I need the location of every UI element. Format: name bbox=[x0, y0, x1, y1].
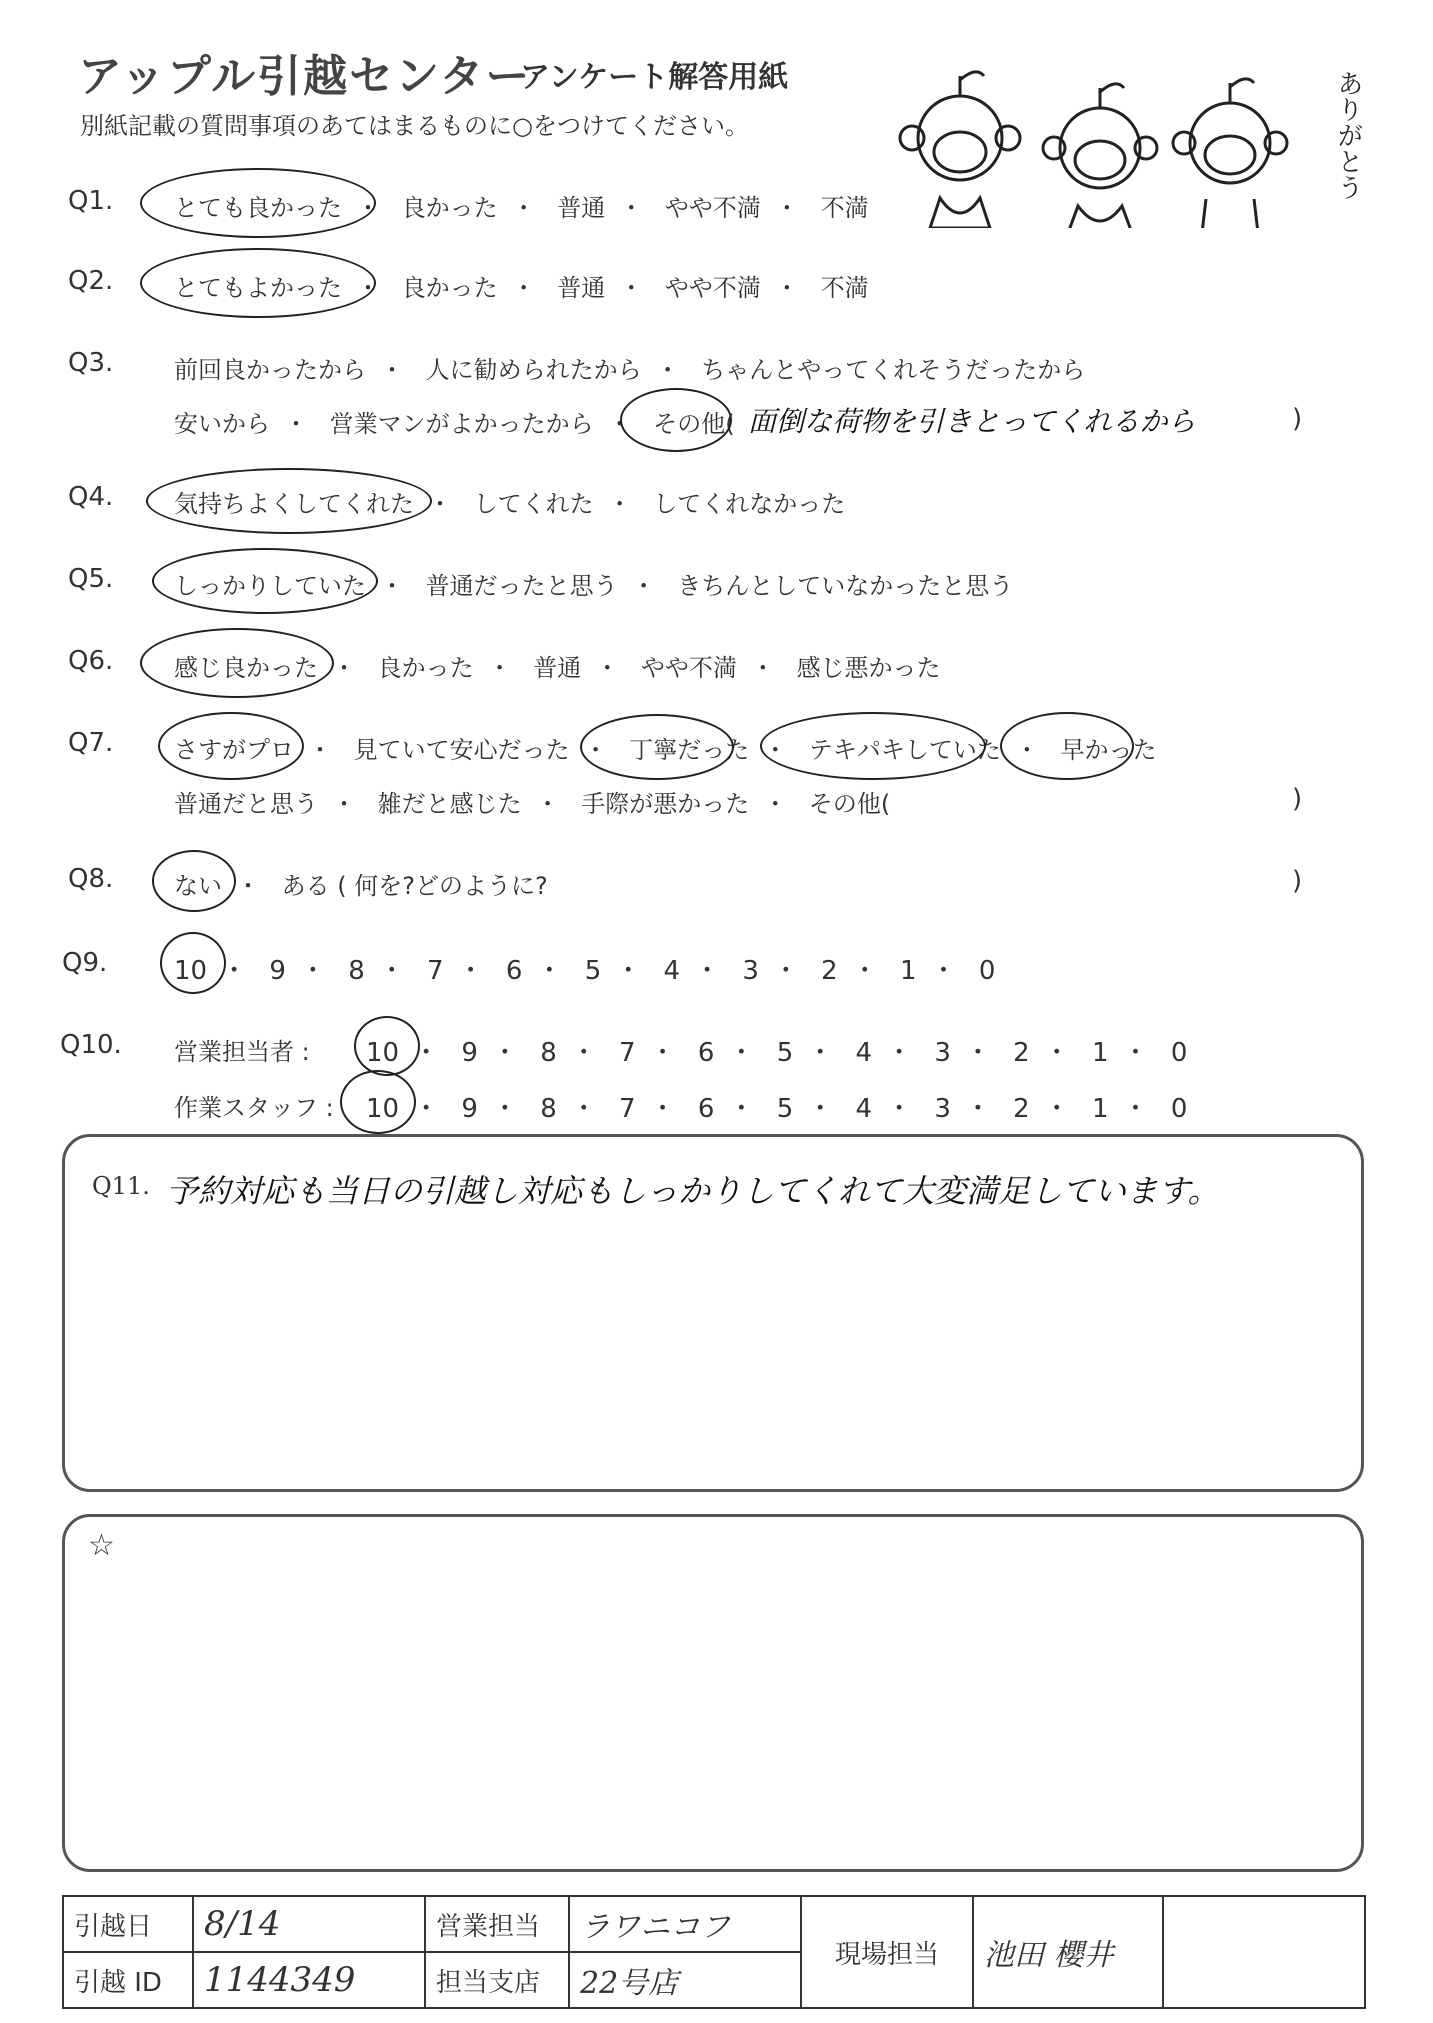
q3-option-4[interactable]: 安いから bbox=[174, 410, 270, 438]
site-extra-cell bbox=[1163, 1896, 1365, 2008]
q11-handwritten-comment: 予約対応も当日の引越し対応もしっかりしてくれて大変満足しています。 bbox=[166, 1172, 1220, 1210]
q9-label: Q9. bbox=[62, 948, 108, 978]
q7-options-line2: 普通だと思う ・ 雑だと感じた ・ 手際が悪かった ・ その他( bbox=[174, 784, 890, 819]
mascot-thanks-text: ありがとう bbox=[1333, 70, 1363, 200]
q9-score-1[interactable]: 1 bbox=[900, 956, 917, 986]
q6-selection-circle bbox=[140, 628, 334, 698]
q3-option-5[interactable]: 営業マンがよかったから bbox=[329, 410, 594, 438]
q6-option-3[interactable]: 普通 bbox=[533, 654, 582, 682]
q9-score-10[interactable]: 10 bbox=[174, 956, 208, 986]
q4-option-2[interactable]: してくれた bbox=[473, 490, 594, 518]
q11-label: Q11. bbox=[92, 1172, 150, 1200]
q7-option-3[interactable]: 丁寧だった bbox=[629, 736, 750, 764]
q9-selection-circle bbox=[160, 932, 226, 994]
q9-scale: 10 ・ 9 ・ 8 ・ 7 ・ 6 ・ 5 ・ 4 ・ 3 ・ 2 ・ 1 ・ 0 bbox=[174, 956, 996, 986]
q7-close-paren: ) bbox=[1292, 784, 1303, 814]
q2-label: Q2. bbox=[68, 266, 114, 296]
q10-sales-scale: 10 ・ 9 ・ 8 ・ 7 ・ 6 ・ 5 ・ 4 ・ 3 ・ 2 ・ 1 ・ 0 bbox=[366, 1038, 1188, 1068]
q1-options: とても良かった ・ 良かった ・ 普通 ・ やや不満 ・ 不満 bbox=[174, 188, 869, 223]
q7-selection-circle-2 bbox=[580, 714, 734, 780]
q7-option-8[interactable]: 手際が悪かった bbox=[581, 790, 750, 818]
q9-score-8[interactable]: 8 bbox=[348, 956, 365, 986]
q10-label: Q10. bbox=[60, 1030, 122, 1060]
q8-close-paren: ) bbox=[1292, 866, 1303, 896]
q4-selection-circle bbox=[146, 468, 432, 534]
q2-option-2[interactable]: 良かった bbox=[401, 274, 498, 302]
q10-sales-score-4[interactable]: 4 bbox=[855, 1038, 873, 1068]
q5-options: しっかりしていた ・ 普通だったと思う ・ きちんとしていなかったと思う bbox=[174, 566, 1013, 601]
q10-sales-score-1[interactable]: 1 bbox=[1092, 1038, 1109, 1068]
q5-option-2[interactable]: 普通だったと思う bbox=[425, 572, 618, 600]
q7-options-line1: さすがプロ ・ 見ていて安心だった ・ 丁寧だった ・ テキパキしていた ・ 早かった bbox=[174, 730, 1157, 765]
q6-option-1[interactable]: 感じ良かった bbox=[174, 654, 318, 682]
q9-score-7[interactable]: 7 bbox=[427, 956, 444, 986]
q6-label: Q6. bbox=[68, 646, 114, 676]
q3-option-1[interactable]: 前回良かったから bbox=[174, 356, 366, 384]
q5-label: Q5. bbox=[68, 564, 114, 594]
q10-staff-label: 作業スタッフ : bbox=[174, 1094, 334, 1122]
q4-label: Q4. bbox=[68, 482, 114, 512]
q9-score-6[interactable]: 6 bbox=[505, 956, 523, 986]
q7-selection-circle-3 bbox=[760, 712, 986, 780]
q4-option-1[interactable]: 気持ちよくしてくれた bbox=[174, 490, 414, 518]
q3-close-paren: ) bbox=[1292, 404, 1303, 434]
q6-option-4[interactable]: やや不満 bbox=[640, 654, 737, 682]
star-comment-box[interactable] bbox=[62, 1514, 1364, 1872]
q2-option-5[interactable]: 不満 bbox=[820, 274, 869, 302]
company-title: アップル引越センター bbox=[78, 51, 532, 102]
q9-score-2[interactable]: 2 bbox=[821, 956, 838, 986]
q10-staff-score-6[interactable]: 6 bbox=[697, 1094, 715, 1124]
q3-option-3[interactable]: ちゃんとやってくれそうだったから bbox=[701, 356, 1086, 384]
q1-option-3[interactable]: 普通 bbox=[557, 194, 606, 222]
q3-option-2[interactable]: 人に勧められたから bbox=[425, 356, 642, 384]
q5-option-1[interactable]: しっかりしていた bbox=[174, 572, 366, 600]
q4-option-3[interactable]: してくれなかった bbox=[653, 490, 846, 518]
q10-sales-score-6[interactable]: 6 bbox=[697, 1038, 715, 1068]
q10-sales-score-9[interactable]: 9 bbox=[461, 1038, 478, 1068]
q8-option-2[interactable]: ある ( 何を?どのように? bbox=[281, 872, 548, 900]
q2-option-4[interactable]: やや不満 bbox=[664, 274, 761, 302]
q3-handwritten-answer: 面倒な荷物を引きとってくれるから bbox=[748, 405, 1196, 438]
q9-score-4[interactable]: 4 bbox=[663, 956, 681, 986]
sales-value: ラワニコフ bbox=[569, 1896, 801, 1952]
q9-score-0[interactable]: 0 bbox=[978, 956, 996, 986]
q7-option-1[interactable]: さすがプロ bbox=[174, 736, 294, 764]
sales-label: 営業担当 bbox=[425, 1896, 569, 1952]
instruction-text: 別紙記載の質問事項のあてはまるものに○をつけてください。 bbox=[80, 112, 749, 140]
move-date-label: 引越日 bbox=[63, 1896, 193, 1952]
q7-selection-circle-1 bbox=[158, 712, 304, 780]
q10-sales-score-8[interactable]: 8 bbox=[540, 1038, 557, 1068]
q3-option-other[interactable]: その他( bbox=[653, 410, 735, 438]
q10-sales-score-2[interactable]: 2 bbox=[1013, 1038, 1030, 1068]
q1-label: Q1. bbox=[68, 186, 114, 216]
q10-sales-score-3[interactable]: 3 bbox=[934, 1038, 951, 1068]
q3-selection-circle bbox=[620, 388, 735, 452]
site-value: 池田 櫻井 bbox=[973, 1896, 1163, 2008]
q10-staff-score-9[interactable]: 9 bbox=[461, 1094, 478, 1124]
move-id-label: 引越 ID bbox=[63, 1952, 193, 2008]
mascot-illustration bbox=[890, 48, 1310, 228]
q8-label: Q8. bbox=[68, 864, 114, 894]
q10-staff-score-10[interactable]: 10 bbox=[366, 1094, 400, 1124]
q8-option-1[interactable]: ない bbox=[174, 872, 222, 900]
q10-sales-score-10[interactable]: 10 bbox=[366, 1038, 400, 1068]
branch-value: 22号店 bbox=[569, 1952, 801, 2008]
q10-sales-score-5[interactable]: 5 bbox=[776, 1038, 794, 1068]
q10-staff-score-3[interactable]: 3 bbox=[934, 1094, 951, 1124]
q1-option-2[interactable]: 良かった bbox=[401, 194, 498, 222]
q10-staff-score-1[interactable]: 1 bbox=[1092, 1094, 1109, 1124]
q7-option-other[interactable]: その他( bbox=[808, 790, 891, 818]
star-icon: ☆ bbox=[88, 1528, 115, 1563]
q7-selection-circle-4 bbox=[1000, 712, 1134, 780]
q9-score-5[interactable]: 5 bbox=[584, 956, 602, 986]
q1-option-4[interactable]: やや不満 bbox=[664, 194, 761, 222]
q10-staff-score-7[interactable]: 7 bbox=[619, 1094, 636, 1124]
q9-score-9[interactable]: 9 bbox=[269, 956, 286, 986]
q6-option-2[interactable]: 良かった bbox=[377, 654, 474, 682]
q1-selection-circle bbox=[140, 168, 376, 238]
q8-options: ない ・ ある ( 何を?どのように? bbox=[174, 866, 548, 901]
q9-score-3[interactable]: 3 bbox=[742, 956, 759, 986]
q10-staff-score-2[interactable]: 2 bbox=[1013, 1094, 1030, 1124]
q8-selection-circle bbox=[152, 850, 236, 912]
q6-option-5[interactable]: 感じ悪かった bbox=[796, 654, 941, 682]
branch-label: 担当支店 bbox=[425, 1952, 569, 2008]
site-label: 現場担当 bbox=[801, 1896, 973, 2008]
q10-staff-score-8[interactable]: 8 bbox=[540, 1094, 557, 1124]
survey-subtitle: アンケート解答用紙 bbox=[520, 60, 789, 95]
q10-staff-score-4[interactable]: 4 bbox=[855, 1094, 873, 1124]
move-info-table bbox=[62, 1895, 1366, 2009]
move-date-value: 8/14 bbox=[193, 1896, 425, 1952]
move-id-value: 1144349 bbox=[193, 1952, 425, 2008]
q7-option-2[interactable]: 見ていて安心だった bbox=[353, 736, 570, 764]
q7-option-4[interactable]: テキパキしていた bbox=[808, 736, 1001, 764]
q6-options: 感じ良かった ・ 良かった ・ 普通 ・ やや不満 ・ 感じ悪かった bbox=[174, 648, 941, 683]
q1-option-1[interactable]: とても良かった bbox=[174, 194, 342, 222]
q10-sales-score-7[interactable]: 7 bbox=[619, 1038, 636, 1068]
q10-staff-scale: 10 ・ 9 ・ 8 ・ 7 ・ 6 ・ 5 ・ 4 ・ 3 ・ 2 ・ 1 ・ 0 bbox=[366, 1094, 1188, 1124]
q7-label: Q7. bbox=[68, 728, 114, 758]
q3-label: Q3. bbox=[68, 348, 114, 378]
q10-sales-label: 営業担当者 : bbox=[174, 1038, 310, 1066]
q4-options: 気持ちよくしてくれた ・ してくれた ・ してくれなかった bbox=[174, 484, 845, 519]
q5-selection-circle bbox=[152, 548, 378, 614]
q7-option-7[interactable]: 雑だと感じた bbox=[377, 790, 522, 818]
q10-staff-selection-circle bbox=[340, 1070, 416, 1134]
q10-sales-selection-circle bbox=[354, 1016, 420, 1076]
q2-options: とてもよかった ・ 良かった ・ 普通 ・ やや不満 ・ 不満 bbox=[174, 268, 869, 303]
q10-staff-score-0[interactable]: 0 bbox=[1170, 1094, 1188, 1124]
q10-sales-score-0[interactable]: 0 bbox=[1170, 1038, 1188, 1068]
q2-selection-circle bbox=[140, 248, 376, 318]
q3-options-line2: 安いから ・ 営業マンがよかったから ・ その他( bbox=[174, 404, 735, 439]
q2-option-3[interactable]: 普通 bbox=[557, 274, 606, 302]
q1-option-5[interactable]: 不満 bbox=[820, 194, 869, 222]
q2-option-1[interactable]: とてもよかった bbox=[174, 274, 342, 302]
q10-staff-score-5[interactable]: 5 bbox=[776, 1094, 794, 1124]
q7-option-6[interactable]: 普通だと思う bbox=[174, 790, 318, 818]
q5-option-3[interactable]: きちんとしていなかったと思う bbox=[677, 572, 1014, 600]
q3-options-line1: 前回良かったから ・ 人に勧められたから ・ ちゃんとやってくれそうだったから bbox=[174, 350, 1085, 385]
q7-option-5[interactable]: 早かった bbox=[1060, 736, 1157, 764]
